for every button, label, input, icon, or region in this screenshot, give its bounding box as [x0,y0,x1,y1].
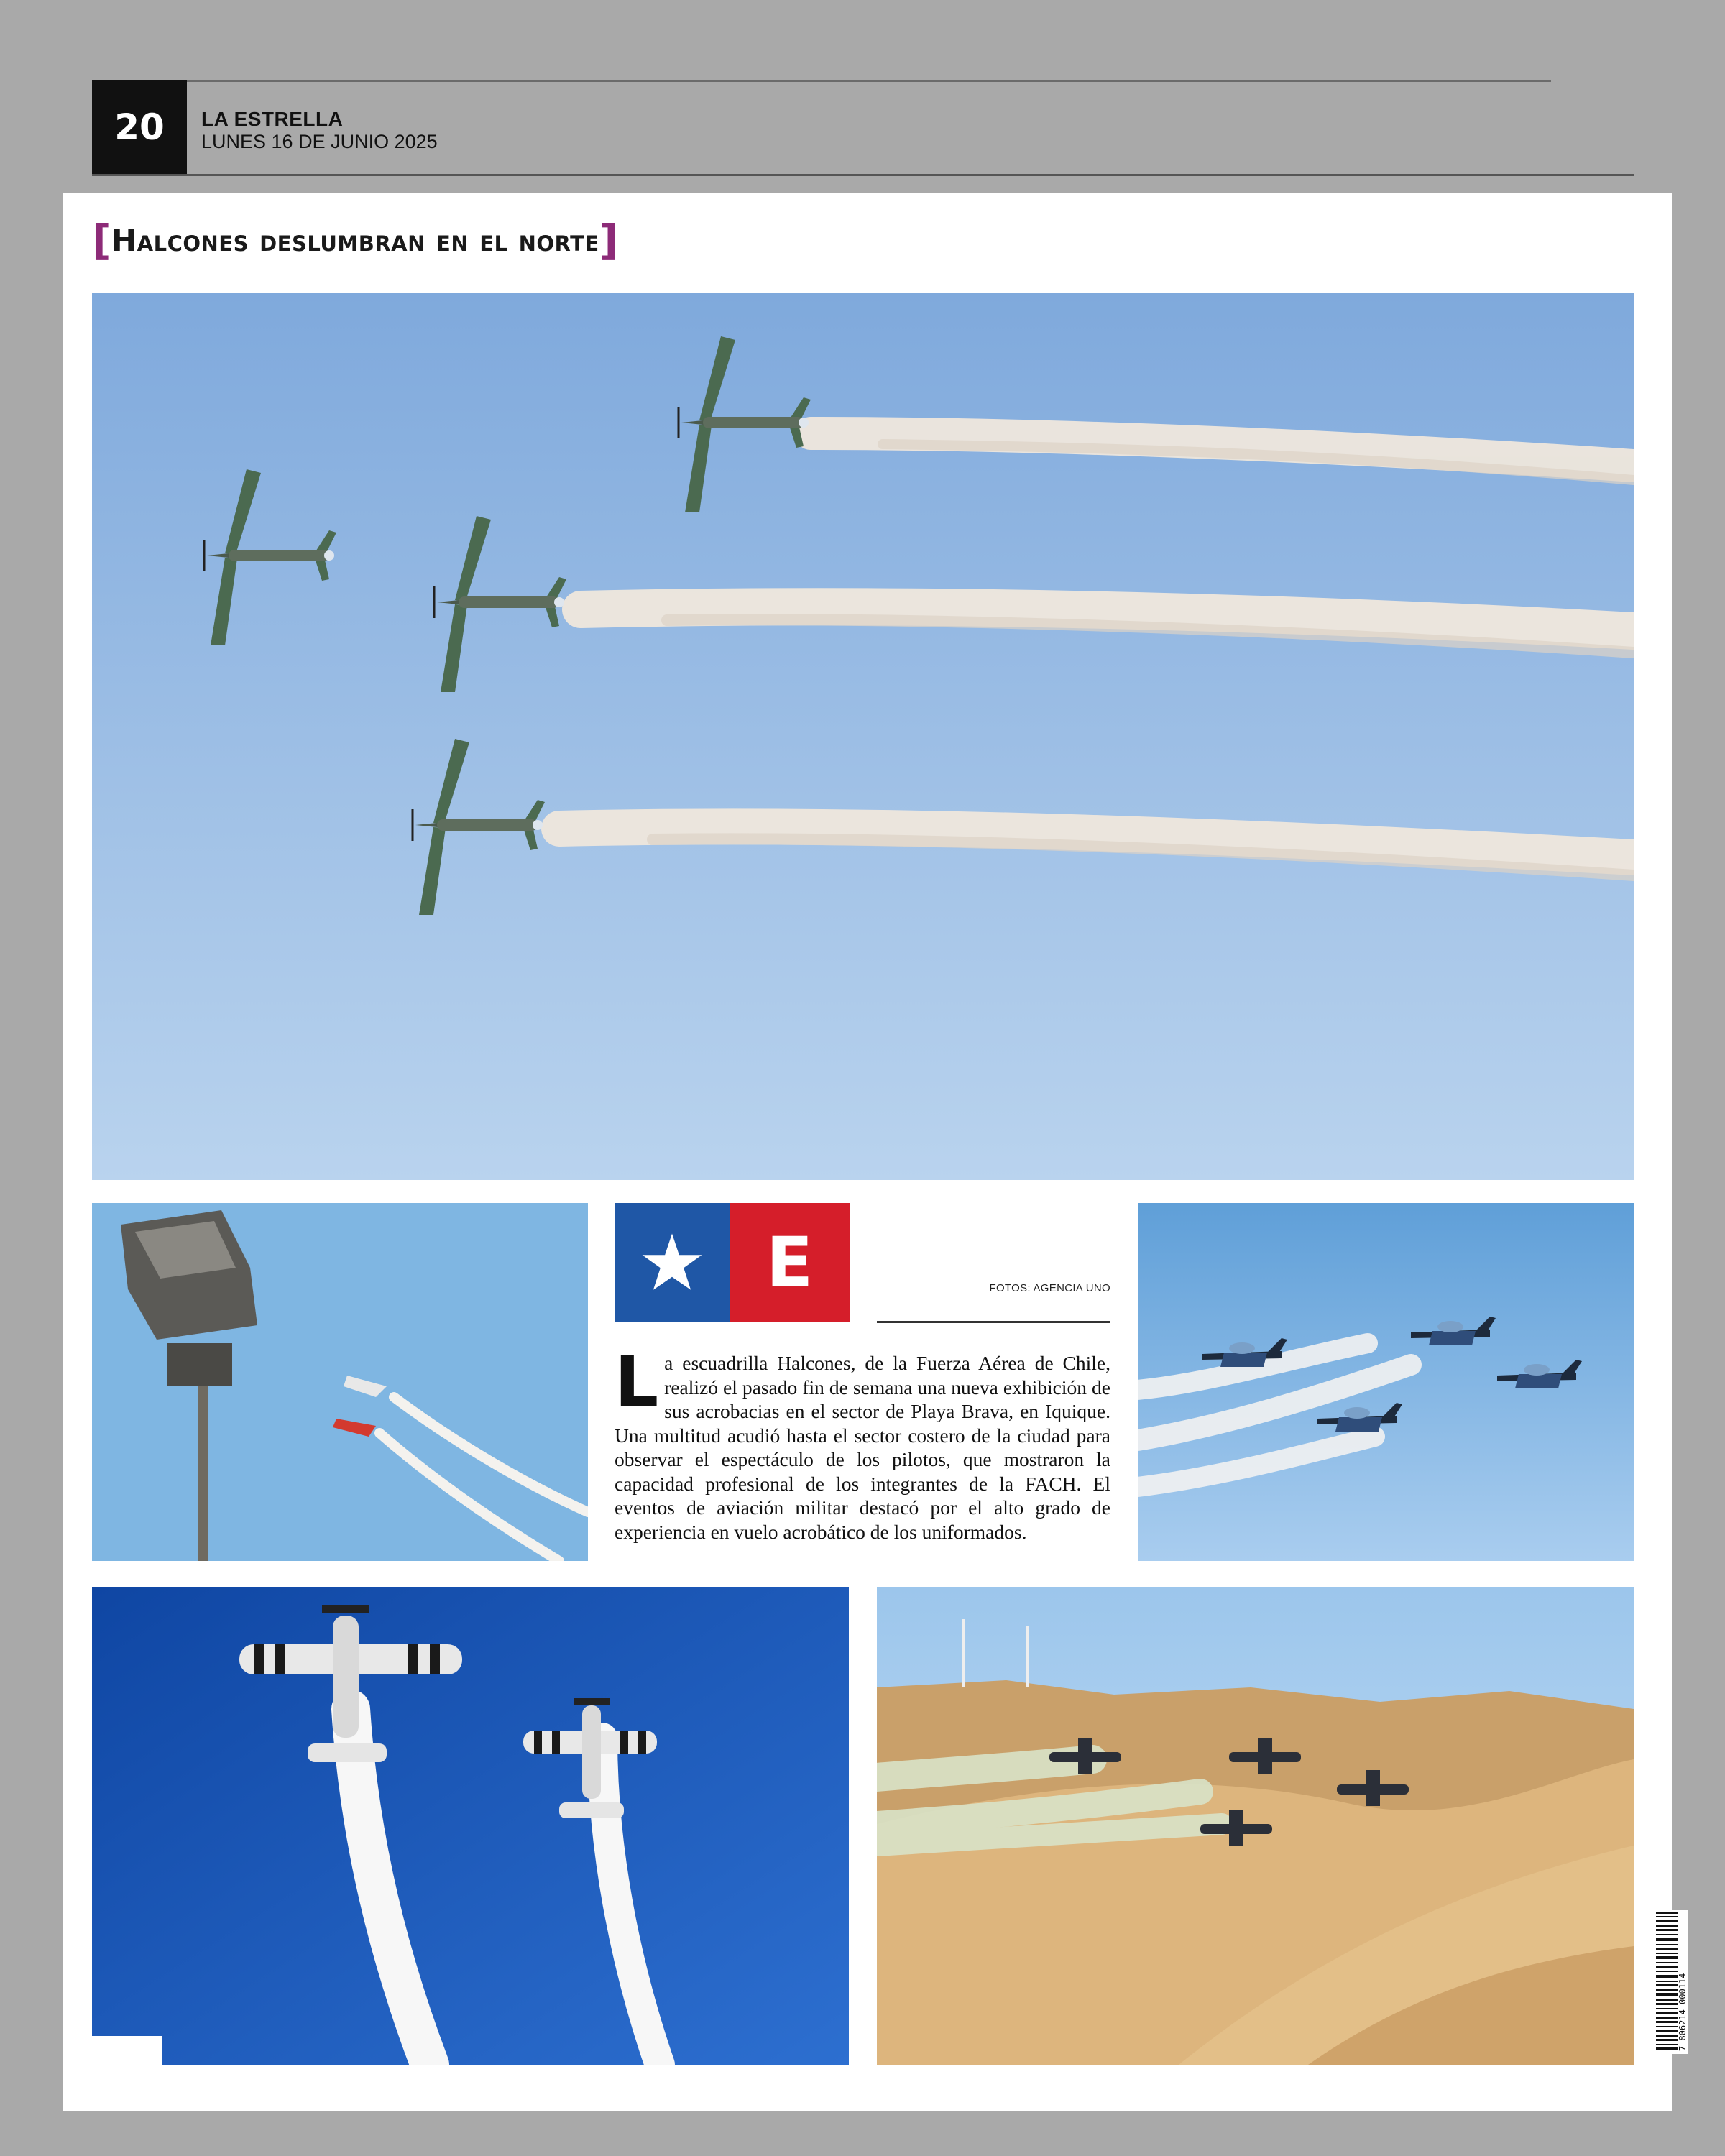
header-rule [92,174,1634,176]
barcode-number: 7 806214 000114 [1678,1973,1688,2051]
drop-cap: L [615,1342,659,1422]
photo-desert-formation [877,1587,1634,2065]
top-rule [92,80,1551,82]
photo-climbing-planes [92,1587,849,2065]
newspaper-logo [615,1203,850,1322]
photo-formation [1138,1203,1634,1561]
corner-patch [92,2036,162,2065]
publication-date: LUNES 16 DE JUNIO 2025 [201,131,438,152]
logo-letter: E [730,1203,850,1322]
article-body [615,1342,1110,1544]
headline-bracket-right: ] [599,216,619,264]
headline [92,216,619,264]
photo-credit: FOTOS: AGENCIA UNO [989,1282,1110,1294]
headline-bracket-left: [ [92,216,112,264]
headline-text: Halcones deslumbran en el norte [111,222,599,258]
photo-streetlight [92,1203,588,1561]
star-icon [640,1230,704,1295]
page-number: 20 [92,80,187,174]
credit-rule [877,1321,1110,1323]
publication-name: LA ESTRELLA [201,108,344,130]
logo-star-panel [615,1203,730,1322]
barcode [1655,1910,1688,2054]
main-photo [92,293,1634,1180]
article-body-text: a escuadrilla Halcones, de la Fuerza Aérea de Chile, realizó el pasado fin de semana una nueva exhibición de sus acrobacias en el sector de Playa Brava, en Iquique. Una multitud acudió hasta el sector costero de la ciudad para observar el espectáculo de los pilotos, que mostraron la capacidad profesional de los integrantes de la FACH. El eventos de aviación militar destacó por el alto grado de experiencia en vuelo acrobático de los uniformados. [615,1352,1110,1543]
